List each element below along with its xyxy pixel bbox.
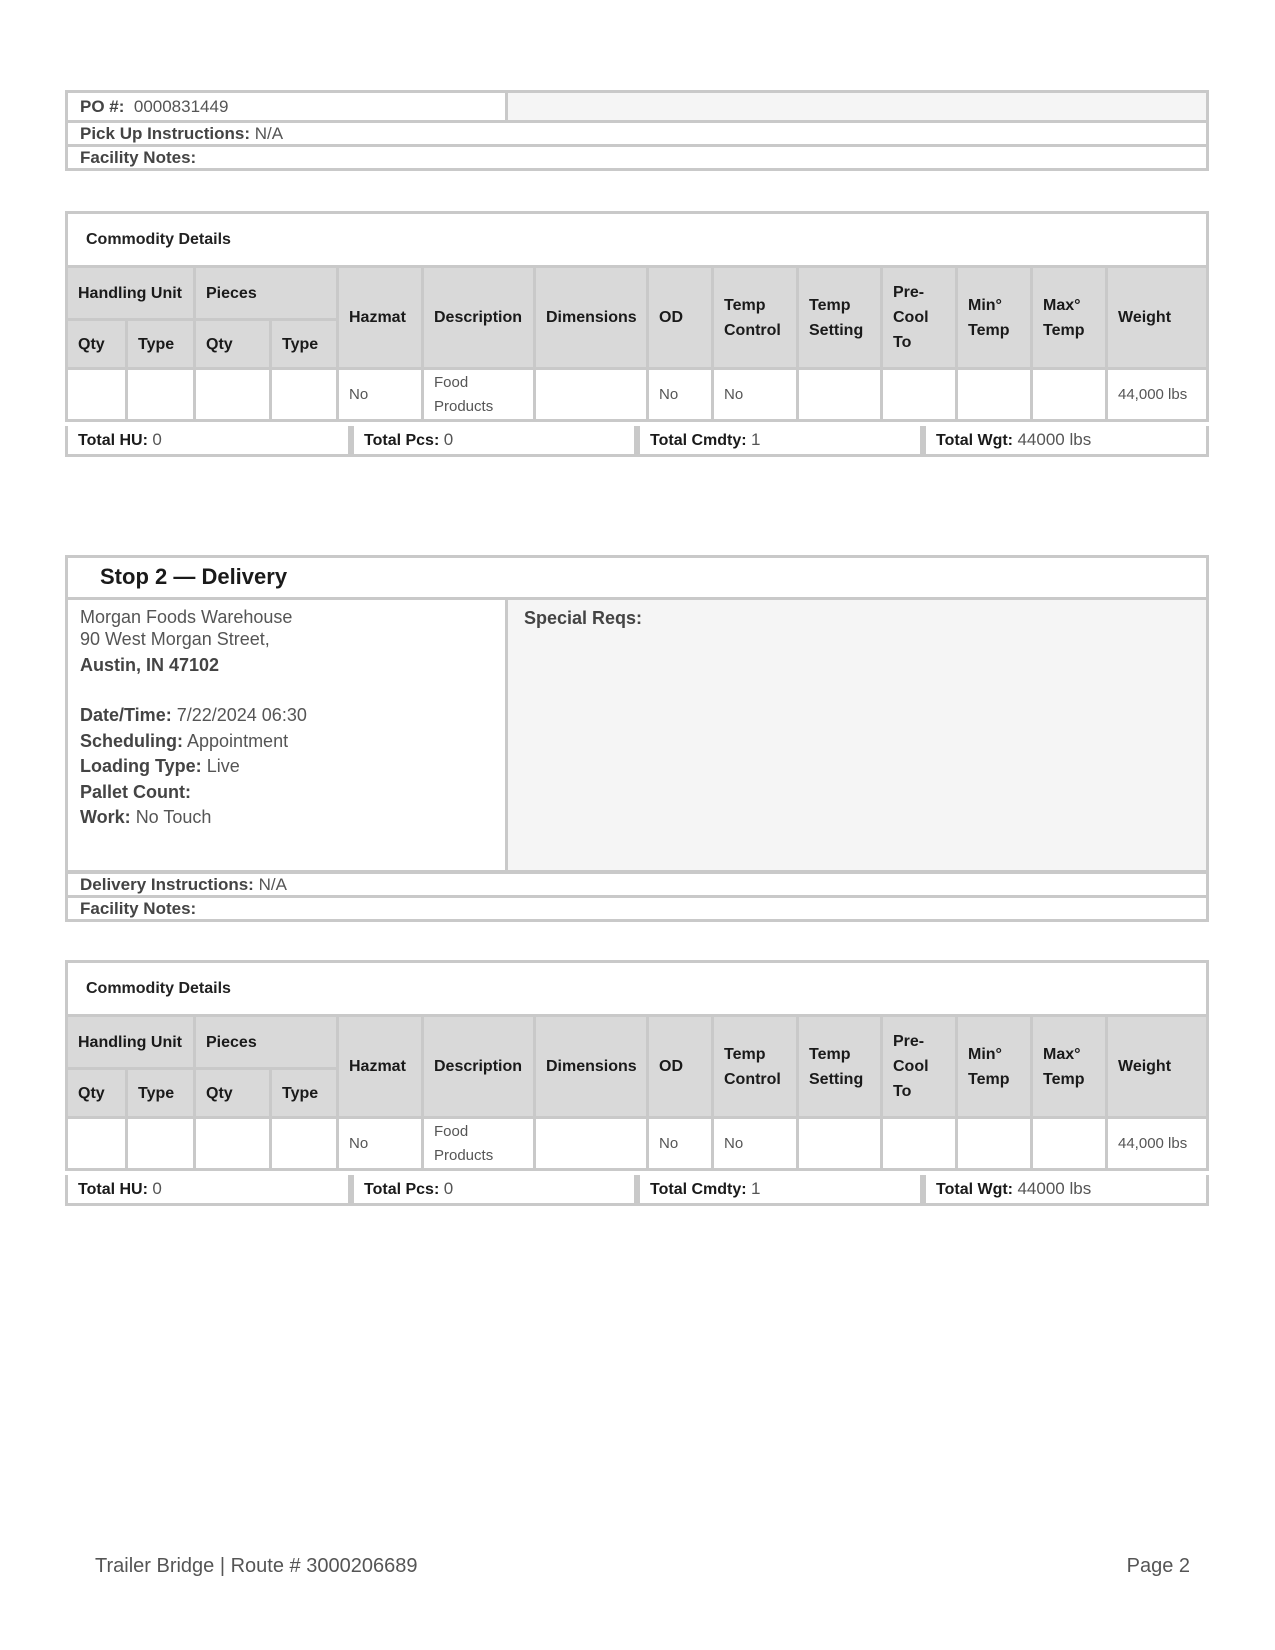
- pickup-instructions-cell: [67, 122, 1208, 146]
- col-weight: Weight: [1107, 1016, 1208, 1118]
- total-wgt: [923, 426, 1209, 457]
- total-pcs-label: Total Pcs:: [364, 432, 440, 449]
- pickup-instructions-label: Pick Up Instructions:: [80, 123, 251, 143]
- pallet-count-row: [80, 780, 493, 806]
- cell-pc-type: [271, 369, 338, 421]
- cell-pc-qty: [195, 369, 271, 421]
- cell-temp-setting: [798, 1118, 882, 1170]
- work-label: Work:: [80, 807, 131, 827]
- datetime-value: 7/22/2024 06:30: [176, 705, 307, 725]
- cell-pre-cool-to: [882, 369, 957, 421]
- special-reqs-label: Special Reqs:: [524, 608, 643, 628]
- scheduling-row: [80, 729, 493, 755]
- total-cmdty: [637, 1175, 923, 1206]
- cell-dimensions: [535, 369, 648, 421]
- total-hu-label: Total HU:: [78, 432, 148, 449]
- total-wgt-label: Total Wgt:: [936, 432, 1014, 449]
- col-temp-control: Temp Control: [713, 1016, 798, 1118]
- pallet-count-label: Pallet Count:: [80, 781, 191, 802]
- delivery-instructions-cell: [67, 873, 1208, 897]
- total-cmdty-value: 1: [751, 430, 761, 449]
- special-reqs-panel: [508, 600, 1206, 870]
- col-description: Description: [423, 1016, 535, 1118]
- cell-temp-control: No: [713, 1118, 798, 1170]
- col-min-temp: Min° Temp: [957, 267, 1032, 369]
- datetime-label: Date/Time:: [80, 705, 172, 725]
- total-hu: [65, 426, 351, 457]
- stop-2-address-block: [68, 600, 508, 870]
- cell-pre-cool-to: [882, 1118, 957, 1170]
- total-wgt: [923, 1175, 1209, 1206]
- total-wgt-label: Total Wgt:: [936, 1181, 1014, 1198]
- cell-dimensions: [535, 1118, 648, 1170]
- loading-type-value: Live: [206, 756, 240, 776]
- total-wgt-value: 44000 lbs: [1017, 430, 1092, 449]
- col-max-temp: Max° Temp: [1032, 267, 1107, 369]
- col-od: OD: [648, 267, 713, 369]
- total-pcs-value: 0: [443, 430, 454, 449]
- cell-max-temp: [1032, 369, 1107, 421]
- cell-description: Food Products: [423, 369, 535, 421]
- stop-2-header: [65, 555, 1209, 597]
- cell-min-temp: [957, 1118, 1032, 1170]
- total-cmdty-label: Total Cmdty:: [650, 1181, 747, 1198]
- total-pcs: [351, 426, 637, 457]
- loading-type-label: Loading Type:: [80, 756, 202, 776]
- total-cmdty: [637, 426, 923, 457]
- cell-od: No: [648, 369, 713, 421]
- cell-hu-qty: [67, 369, 127, 421]
- total-hu-value: 0: [152, 1179, 162, 1198]
- facility-city: Austin, IN 47102: [80, 655, 220, 675]
- pickup-facility-notes-cell: [67, 146, 1208, 170]
- col-weight: Weight: [1107, 267, 1208, 369]
- col-temp-control: Temp Control: [713, 267, 798, 369]
- col-pc-type: Type: [271, 320, 338, 369]
- cell-hu-type: [127, 1118, 195, 1170]
- col-temp-setting: Temp Setting: [798, 1016, 882, 1118]
- total-pcs-value: 0: [443, 1179, 454, 1198]
- stop-2-title: Stop 2 — Delivery: [100, 564, 288, 589]
- col-od: OD: [648, 1016, 713, 1118]
- cell-hazmat: No: [338, 1118, 423, 1170]
- total-pcs: [351, 1175, 637, 1206]
- datetime-row: [80, 703, 493, 729]
- col-description: Description: [423, 267, 535, 369]
- po-label: PO #:: [80, 96, 125, 116]
- commodity-details-table-2: [65, 960, 1209, 1171]
- cell-description: Food Products: [423, 1118, 535, 1170]
- total-cmdty-value: 1: [751, 1179, 761, 1198]
- delivery-facility-notes-cell: [67, 897, 1208, 921]
- col-temp-setting: Temp Setting: [798, 267, 882, 369]
- commodity-totals-2: [65, 1175, 1209, 1206]
- cell-max-temp: [1032, 1118, 1107, 1170]
- col-handling-unit: Handling Unit: [67, 1016, 195, 1069]
- col-pc-type: Type: [271, 1069, 338, 1118]
- delivery-instructions-label: Delivery Instructions:: [80, 874, 254, 894]
- col-min-temp: Min° Temp: [957, 1016, 1032, 1118]
- work-row: [80, 805, 493, 831]
- col-dimensions: Dimensions: [535, 1016, 648, 1118]
- col-hazmat: Hazmat: [338, 1016, 423, 1118]
- facility-name: Morgan Foods Warehouse: [80, 607, 293, 627]
- col-pre-cool-to: Pre-Cool To: [882, 1016, 957, 1118]
- col-pc-qty: Qty: [195, 1069, 271, 1118]
- po-value: 0000831449: [133, 96, 229, 116]
- cell-temp-control: No: [713, 369, 798, 421]
- col-max-temp: Max° Temp: [1032, 1016, 1107, 1118]
- col-pc-qty: Qty: [195, 320, 271, 369]
- delivery-instructions-value: N/A: [258, 874, 287, 894]
- col-pieces: Pieces: [195, 267, 338, 320]
- cell-pc-type: [271, 1118, 338, 1170]
- total-pcs-label: Total Pcs:: [364, 1181, 440, 1198]
- total-hu: [65, 1175, 351, 1206]
- cell-hu-type: [127, 369, 195, 421]
- cell-weight: 44,000 lbs: [1107, 1118, 1208, 1170]
- col-hazmat: Hazmat: [338, 267, 423, 369]
- col-hu-qty: Qty: [67, 1069, 127, 1118]
- po-side-cell: [507, 92, 1208, 122]
- facility-street: 90 West Morgan Street,: [80, 629, 270, 649]
- col-hu-qty: Qty: [67, 320, 127, 369]
- col-dimensions: Dimensions: [535, 267, 648, 369]
- pickup-info-table: [65, 90, 1209, 171]
- table-row: [67, 1118, 1208, 1170]
- cell-od: No: [648, 1118, 713, 1170]
- stop-2-details: [65, 597, 1209, 873]
- total-cmdty-label: Total Cmdty:: [650, 432, 747, 449]
- cell-pc-qty: [195, 1118, 271, 1170]
- po-number-cell: [67, 92, 507, 122]
- col-hu-type: Type: [127, 320, 195, 369]
- footer-route: Trailer Bridge | Route # 3000206689: [95, 1555, 418, 1577]
- total-hu-label: Total HU:: [78, 1181, 148, 1198]
- cell-hazmat: No: [338, 369, 423, 421]
- col-pre-cool-to: Pre-Cool To: [882, 267, 957, 369]
- scheduling-label: Scheduling:: [80, 730, 183, 751]
- total-wgt-value: 44000 lbs: [1017, 1179, 1092, 1198]
- total-hu-value: 0: [152, 430, 162, 449]
- col-handling-unit: Handling Unit: [67, 267, 195, 320]
- col-pieces: Pieces: [195, 1016, 338, 1069]
- cell-weight: 44,000 lbs: [1107, 369, 1208, 421]
- loading-type-row: [80, 754, 493, 780]
- commodity-details-table-1: [65, 211, 1209, 422]
- footer-page-number: Page 2: [1126, 1555, 1190, 1577]
- table-row: [67, 369, 1208, 421]
- cell-hu-qty: [67, 1118, 127, 1170]
- commodity-details-title: Commodity Details: [67, 962, 1208, 1016]
- cell-temp-setting: [798, 369, 882, 421]
- commodity-details-title: Commodity Details: [67, 213, 1208, 267]
- cell-min-temp: [957, 369, 1032, 421]
- commodity-totals-1: [65, 426, 1209, 457]
- delivery-notes-table: [65, 871, 1209, 922]
- pickup-facility-notes-label: Facility Notes:: [80, 147, 197, 167]
- col-hu-type: Type: [127, 1069, 195, 1118]
- work-value: No Touch: [135, 807, 212, 827]
- pickup-instructions-value: N/A: [254, 123, 284, 143]
- delivery-facility-notes-label: Facility Notes:: [80, 898, 197, 918]
- scheduling-value: Appointment: [187, 730, 289, 751]
